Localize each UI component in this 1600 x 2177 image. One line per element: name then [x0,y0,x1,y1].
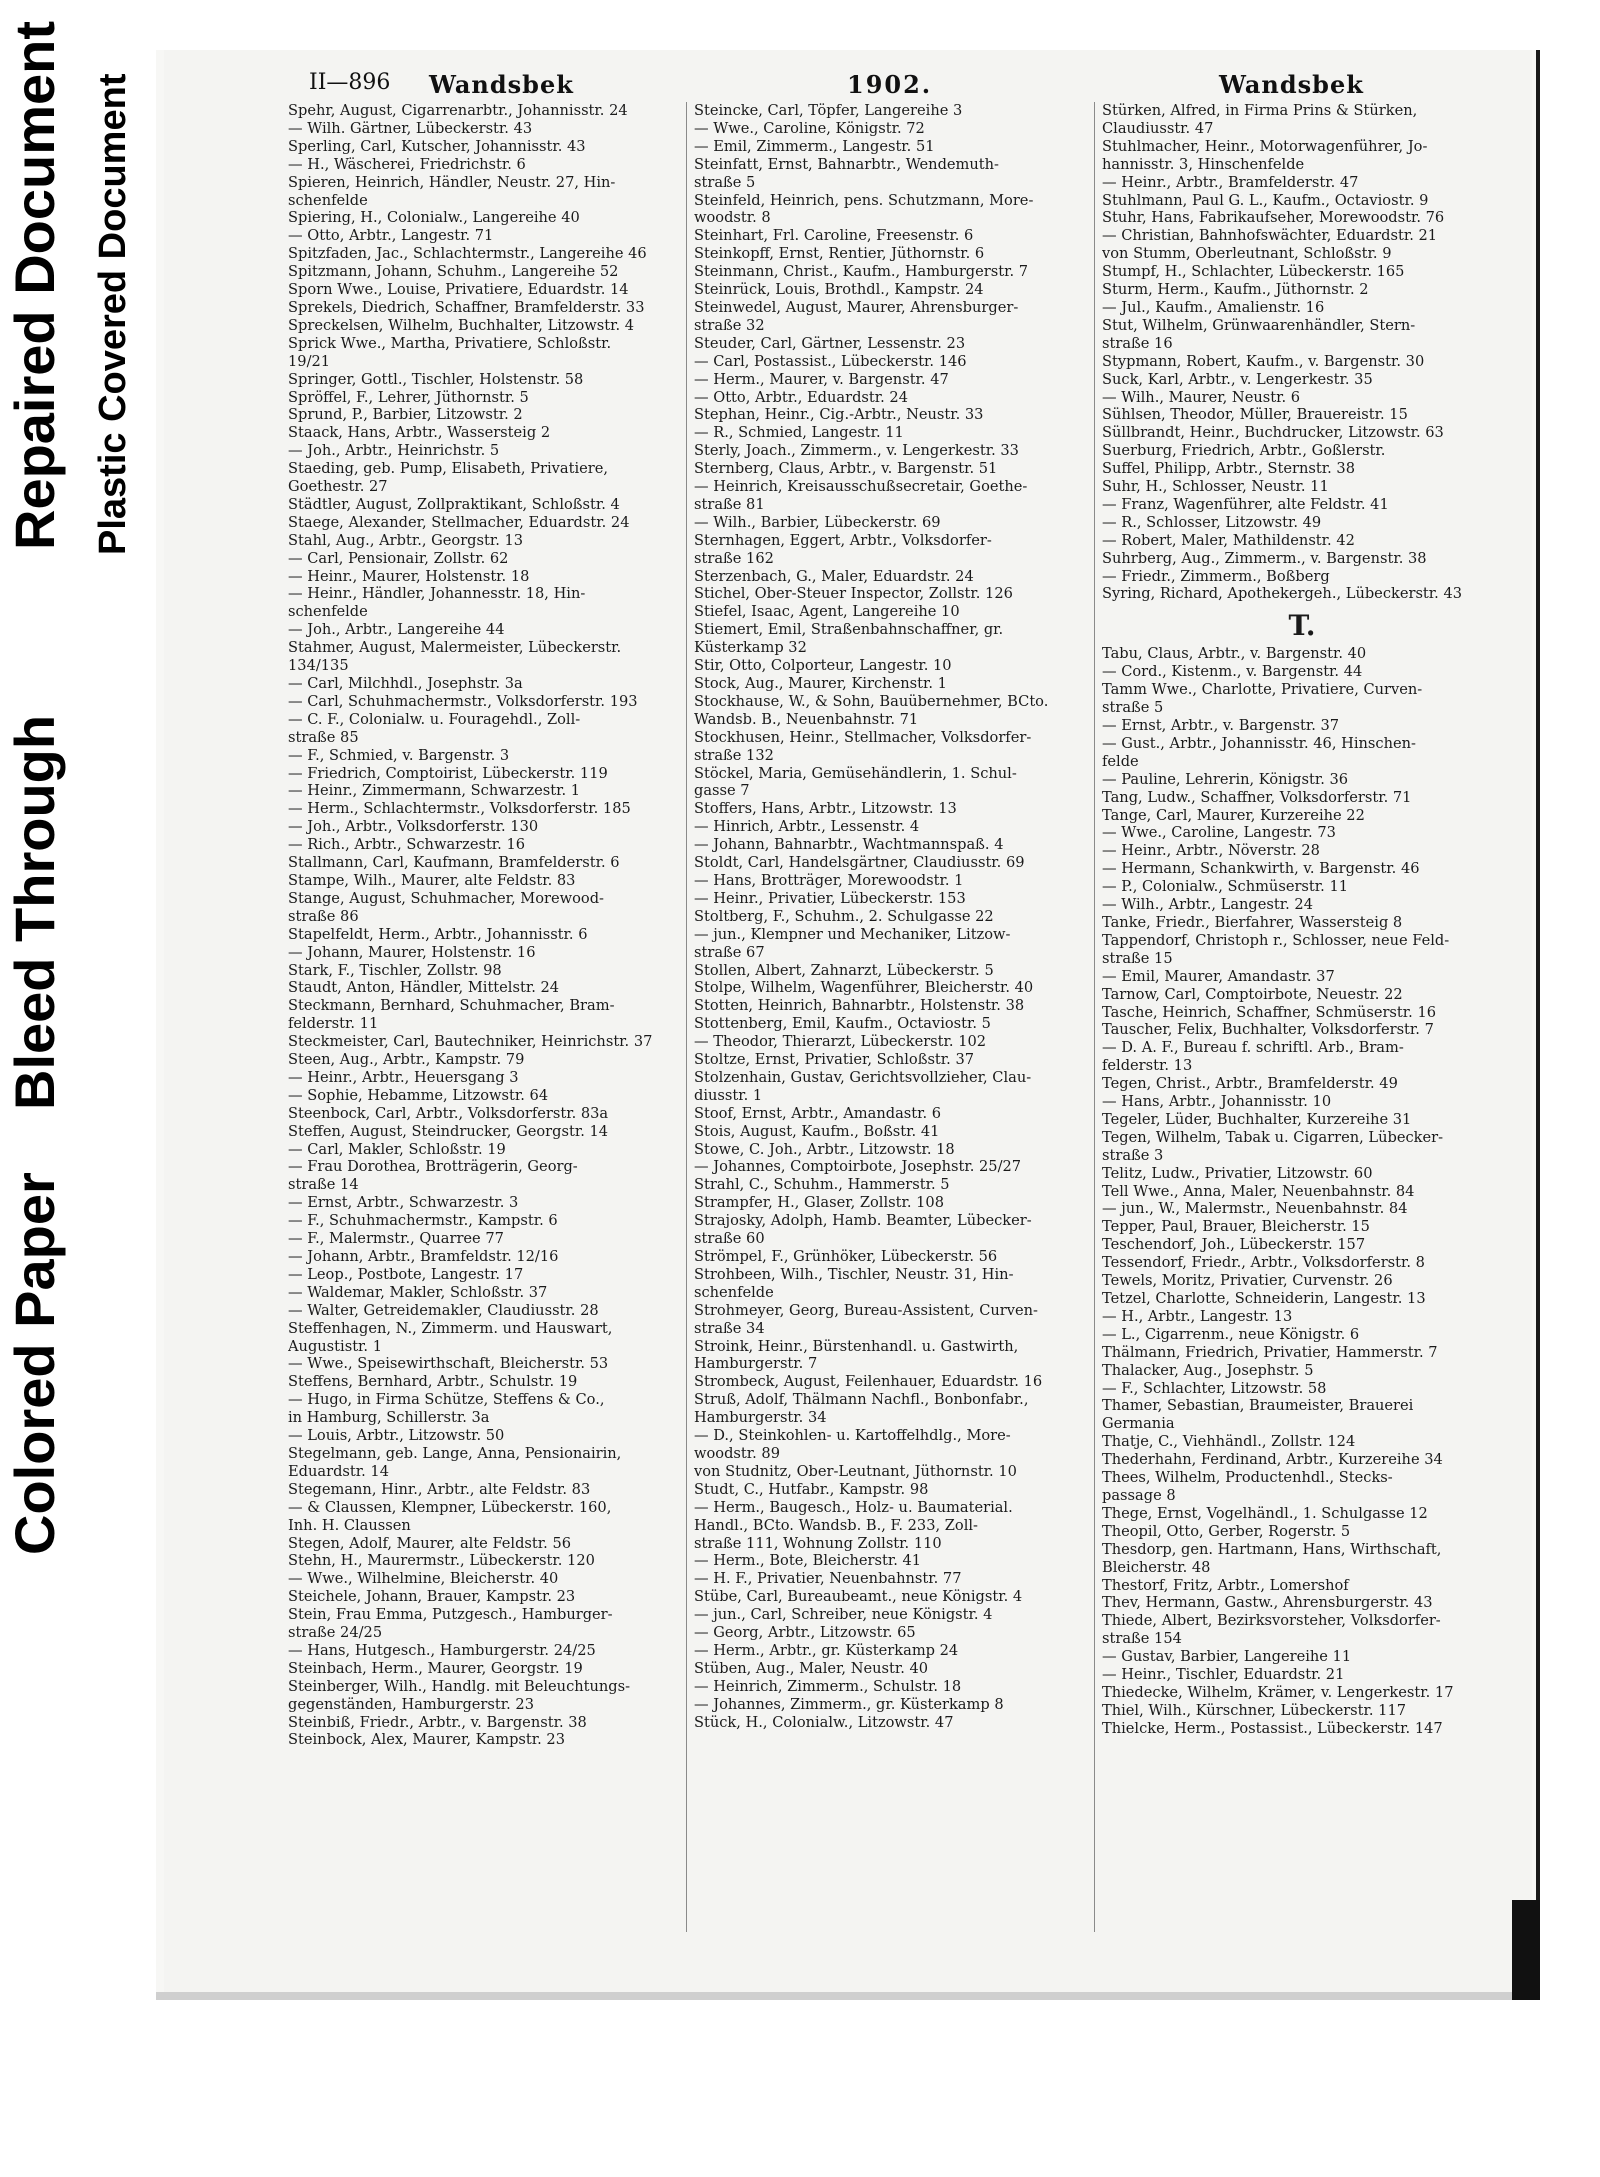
directory-entry-line: — Hans, Hutgesch., Hamburgerstr. 24/25 [288,1641,596,1659]
directory-entry-line: Thielcke, Herm., Postassist., Lübeckerstr. 147 [1102,1719,1443,1737]
directory-entry-line: Steffenhagen, N., Zimmerm. und Hauswart, [288,1319,613,1337]
directory-entry-line: Stegen, Adolf, Maurer, alte Feldstr. 56 [288,1534,572,1552]
directory-entry-line: Stöckel, Maria, Gemüsehändlerin, 1. Schul- [694,764,1017,782]
directory-entry-line: — F., Malermstr., Quarree 77 [288,1230,504,1248]
directory-entry-line: — Cord., Kistenm., v. Bargenstr. 44 [1102,663,1363,681]
directory-entry-line: schenfelde [288,603,368,621]
directory-entry-line: schenfelde [288,191,368,209]
directory-entry-line: — D. A. F., Bureau f. schriftl. Arb., Bram- [1102,1039,1404,1057]
directory-entry-line: Tetzel, Charlotte, Schneiderin, Langestr. 13 [1102,1290,1426,1307]
directory-entry-line: Tabu, Claus, Arbtr., v. Bargenstr. 40 [1102,645,1367,663]
directory-entry-line: Steinhart, Frl. Caroline, Freesenstr. 6 [694,227,974,245]
directory-entry-line: straße 154 [1102,1630,1182,1648]
directory-entry-line: Tang, Ludw., Schaffner, Volksdorferstr. 71 [1102,788,1412,806]
directory-entry-line: Stowe, C. Joh., Arbtr., Litzowstr. 18 [694,1140,955,1158]
directory-entry-line: — Heinrich, Zimmerm., Schulstr. 18 [694,1677,962,1695]
directory-entry-line: — Heinr., Maurer, Holstenstr. 18 [288,567,530,585]
directory-entry-line: Hamburgerstr. 34 [694,1409,827,1427]
directory-entry-line: — Friedrich, Comptoirist, Lübeckerstr. 119 [288,764,608,782]
directory-entry-line: Sperling, Carl, Kutscher, Johannisstr. 43 [288,137,586,155]
directory-entry-line: felderstr. 11 [288,1015,379,1033]
directory-entry-line: Stroink, Heinr., Bürstenhandl. u. Gastwirth, [694,1337,1019,1355]
directory-entry-line: — Wwe., Caroline, Königstr. 72 [694,119,925,137]
directory-entry-line: Spreckelsen, Wilhelm, Buchhalter, Litzowstr. 4 [288,316,635,334]
directory-entry-line: — Ernst, Arbtr., Schwarzestr. 3 [288,1194,519,1212]
directory-entry-line: Sternhagen, Eggert, Arbtr., Volksdorfer- [694,531,992,549]
directory-entry-line: Springer, Gottl., Tischler, Holstenstr. 58 [288,370,584,388]
directory-entry-line: straße 162 [694,549,774,567]
directory-entry-line: Augustistr. 1 [288,1337,382,1355]
directory-entry-line: Strömpel, F., Grünhöker, Lübeckerstr. 56 [694,1248,998,1265]
directory-entry-line: — Heinr., Privatier, Lübeckerstr. 153 [694,889,966,907]
directory-entry-line: Tasche, Heinrich, Schaffner, Schmüserstr. 16 [1102,1003,1437,1021]
directory-entry-line: Spieren, Heinrich, Händler, Neustr. 27, Hin- [288,173,616,191]
directory-entry-line: — Otto, Arbtr., Langestr. 71 [288,227,494,245]
directory-entry-line: — F., Schlachter, Litzowstr. 58 [1102,1379,1327,1397]
directory-entry-line: Tarnow, Carl, Comptoirbote, Neuestr. 22 [1102,985,1403,1003]
scan-right-edge [1536,50,1540,2000]
directory-entry-line: — Waldemar, Makler, Schloßstr. 37 [288,1283,548,1301]
directory-entry-line: — Johann, Arbtr., Bramfeldstr. 12/16 [288,1248,559,1265]
directory-entry-line: straße 60 [694,1230,765,1248]
directory-entry-line: straße 111, Wohnung Zollstr. 110 [694,1534,942,1552]
directory-entry-line: Teschendorf, Joh., Lübeckerstr. 157 [1102,1236,1366,1254]
directory-entry-line: — Johann, Maurer, Holstenstr. 16 [288,943,536,961]
directory-entry-line: gegenständen, Hamburgerstr. 23 [288,1695,534,1713]
directory-entry-line: Telitz, Ludw., Privatier, Litzowstr. 60 [1102,1164,1373,1182]
directory-entry-line: — Herm., Bote, Bleicherstr. 41 [694,1552,922,1570]
directory-entry-line: Steinrück, Louis, Brothdl., Kampstr. 24 [694,281,984,299]
directory-entry-line: Suhrberg, Aug., Zimmerm., v. Bargenstr. 38 [1102,549,1427,567]
directory-entry-line: straße 5 [694,173,756,191]
directory-entry-line: Stuhlmacher, Heinr., Motorwagenführer, Jo- [1102,137,1428,155]
directory-entry-line: Stockhause, W., & Sohn, Bauübernehmer, BCto. [694,692,1049,710]
directory-entry-line: Sprund, P., Barbier, Litzowstr. 2 [288,406,523,424]
directory-entry-line: Stoffers, Hans, Arbtr., Litzowstr. 13 [694,800,957,818]
right-running-title: Wandsbek [1219,70,1364,99]
directory-entry-line: — Frau Dorothea, Brotträgerin, Georg- [288,1158,578,1176]
directory-entry-line: — Heinr., Tischler, Eduardstr. 21 [1102,1666,1345,1684]
directory-entry-line: — Robert, Maler, Mathildenstr. 42 [1102,531,1355,549]
directory-entry-line: von Stumm, Oberleutnant, Schloßstr. 9 [1102,245,1392,263]
directory-entry-line: woodstr. 89 [694,1444,780,1462]
directory-entry-line: Sühlsen, Theodor, Müller, Brauereistr. 15 [1102,406,1408,424]
directory-entry-line: Staeding, geb. Pump, Elisabeth, Privatiere, [288,460,609,478]
directory-entry-line: Strampfer, H., Glaser, Zollstr. 108 [694,1194,944,1212]
directory-entry-line: Sporn Wwe., Louise, Privatiere, Eduardstr. 14 [288,281,629,299]
directory-entry-line: Stapelfeldt, Herm., Arbtr., Johannisstr. 6 [288,925,588,943]
directory-entry-line: — H., Arbtr., Langestr. 13 [1102,1307,1293,1325]
directory-entry-line: Küsterkamp 32 [694,639,807,657]
directory-entry-line: Bleicherstr. 48 [1102,1558,1211,1576]
directory-entry-line: Stotten, Heinrich, Bahnarbtr., Holstenstr. 38 [694,997,1025,1015]
directory-entry-line: Stiemert, Emil, Straßenbahnschaffner, gr. [694,621,1004,639]
directory-entry-line: Theopil, Otto, Gerber, Rogerstr. 5 [1102,1522,1351,1540]
directory-entry-line: — Carl, Schuhmachermstr., Volksdorferstr. 193 [288,692,638,710]
directory-entry-line: Wandsb. B., Neuenbahnstr. 71 [694,710,919,728]
directory-entry-line: felde [1102,752,1139,770]
directory-entry-line: — Heinrich, Kreisausschußsecretair, Goethe- [694,478,1028,496]
directory-entry-line: Tamm Wwe., Charlotte, Privatiere, Curven- [1102,681,1423,699]
directory-entry-line: straße 16 [1102,334,1173,352]
directory-entry-line: Thiedecke, Wilhelm, Krämer, v. Lengerkestr. 17 [1102,1683,1454,1701]
directory-entry-line: Strahl, C., Schuhm., Hammerstr. 5 [694,1176,950,1194]
directory-entry-line: Stüben, Aug., Maler, Neustr. 40 [694,1659,929,1677]
directory-entry-line: — Heinr., Zimmermann, Schwarzestr. 1 [288,782,581,800]
directory-entry-line: Sterzenbach, G., Maler, Eduardstr. 24 [694,567,974,585]
directory-entry-line: Stois, August, Kaufm., Boßstr. 41 [694,1122,940,1140]
directory-entry-line: straße 3 [1102,1146,1164,1164]
directory-entry-line: Süllbrandt, Heinr., Buchdrucker, Litzowstr. 63 [1102,424,1444,442]
directory-entry-line: — Heinr., Arbtr., Heuersgang 3 [288,1068,519,1086]
directory-entry-line: Stegemann, Hinr., Arbtr., alte Feldstr. 83 [288,1480,591,1498]
directory-entry-line: — R., Schmied, Langestr. 11 [694,424,904,442]
directory-entry-line: Sturm, Herm., Kaufm., Jüthornstr. 2 [1102,281,1369,299]
directory-entry-line: Thatje, C., Viehhändl., Zollstr. 124 [1102,1433,1356,1451]
directory-entry-line: Stiefel, Isaac, Agent, Langereihe 10 [694,603,960,621]
directory-entry-line: Thestorf, Fritz, Arbtr., Lomershof [1102,1576,1349,1594]
directory-entry-line: Thalacker, Aug., Josephstr. 5 [1102,1361,1314,1379]
year-heading: 1902. [847,70,933,99]
directory-entry-line: Sprekels, Diedrich, Schaffner, Bramfelderstr. 33 [288,298,645,316]
directory-entry-line: Claudiusstr. 47 [1102,119,1214,137]
directory-entry-line: Tegen, Christ., Arbtr., Bramfelderstr. 49 [1102,1075,1398,1093]
directory-entry-line: Sternberg, Claus, Arbtr., v. Bargenstr. 51 [694,460,998,478]
directory-entry-line: Stange, August, Schuhmacher, Morewood- [288,889,604,907]
directory-entry-line: — Herm., Maurer, v. Bargenstr. 47 [694,370,949,388]
directory-entry-line: Staack, Hans, Arbtr., Wassersteig 2 [288,424,551,442]
directory-entry-line: straße 67 [694,943,765,961]
directory-entry-line: Stir, Otto, Colporteur, Langestr. 10 [694,657,952,675]
directory-entry-line: Tessendorf, Friedr., Arbtr., Volksdorferstr. 8 [1102,1254,1425,1272]
directory-entry-line: passage 8 [1102,1486,1176,1504]
section-letter-heading: T. [1288,609,1316,643]
directory-entry-line: — D., Steinkohlen- u. Kartoffelhdlg., More- [694,1427,1011,1445]
directory-entry-line: Stallmann, Carl, Kaufmann, Bramfelderstr. 6 [288,854,620,872]
directory-entry-line: Eduardstr. 14 [288,1462,389,1480]
directory-entry-line: Tange, Carl, Maurer, Kurzereihe 22 [1102,806,1365,824]
directory-entry-line: Thesdorp, gen. Hartmann, Hans, Wirthschaft, [1102,1540,1442,1558]
directory-entry-line: Stephan, Heinr., Cig.-Arbtr., Neustr. 33 [694,406,984,424]
directory-entry-line: Stübe, Carl, Bureaubeamt., neue Königstr. 4 [694,1588,1023,1606]
directory-entry-line: — Theodor, Thierarzt, Lübeckerstr. 102 [694,1033,987,1051]
paper-sheet [164,50,1532,1992]
directory-entry-line: Steinbach, Herm., Maurer, Georgstr. 19 [288,1659,583,1677]
bleed-through-label: Bleed Through [3,714,66,1110]
directory-entry-line: — Otto, Arbtr., Eduardstr. 24 [694,388,908,406]
directory-entry-line: Stegelmann, geb. Lange, Anna, Pensionairin, [288,1444,622,1462]
directory-entry-line: straße 85 [288,728,359,746]
directory-entry-line: Stampe, Wilh., Maurer, alte Feldstr. 83 [288,871,576,889]
directory-entry-line: — Ernst, Arbtr., v. Bargenstr. 37 [1102,717,1340,734]
directory-entry-line: — H. F., Privatier, Neuenbahnstr. 77 [694,1570,962,1588]
directory-entry-line: Steichele, Johann, Brauer, Kampstr. 23 [288,1588,576,1606]
directory-entry-line: Thamer, Sebastian, Braumeister, Brauerei [1102,1397,1414,1415]
left-running-title: Wandsbek [429,70,574,99]
directory-entry-line: — Wwe., Wilhelmine, Bleicherstr. 40 [288,1570,559,1588]
directory-entry-line: Spehr, August, Cigarrenarbtr., Johannisstr. 24 [288,102,628,119]
directory-entry-line: Spröffel, F., Lehrer, Jüthornstr. 5 [288,388,529,406]
directory-entry-line: — Sophie, Hebamme, Litzowstr. 64 [288,1086,549,1104]
directory-entry-line: Stoldt, Carl, Handelsgärtner, Claudiusstr. 69 [694,854,1025,872]
directory-entry-line: — Carl, Milchhdl., Josephstr. 3a [288,675,523,692]
directory-entry-line: Stürken, Alfred, in Firma Prins & Stürken, [1102,102,1418,119]
directory-entry-line: — Emil, Maurer, Amandastr. 37 [1102,967,1335,985]
directory-entry-line: Tell Wwe., Anna, Maler, Neuenbahnstr. 84 [1102,1182,1415,1200]
directory-entry-line: — C. F., Colonialw. u. Fouragehdl., Zoll- [288,710,581,728]
directory-column-3 [1102,102,1502,1738]
directory-entry-line: Goethestr. 27 [288,478,388,496]
directory-entry-line: Handl., BCto. Wandsb. B., F. 233, Zoll- [694,1516,978,1534]
directory-entry-line: Stück, H., Colonialw., Litzowstr. 47 [694,1713,954,1731]
directory-entry-line: — Heinr., Arbtr., Bramfelderstr. 47 [1102,173,1359,191]
directory-entry-line: — Wilh., Barbier, Lübeckerstr. 69 [694,513,941,531]
directory-entry-line: diusstr. 1 [694,1086,763,1104]
directory-entry-line: 19/21 [288,352,331,370]
directory-entry-line: Spitzfaden, Jac., Schlachtermstr., Langereihe 46 [288,245,647,263]
directory-entry-line: — & Claussen, Klempner, Lübeckerstr. 160, [288,1498,612,1516]
directory-entry-line: — Friedr., Zimmerm., Boßberg [1102,567,1330,585]
directory-entry-line: Tegeler, Lüder, Buchhalter, Kurzereihe 31 [1102,1110,1412,1128]
directory-entry-line: Steckmann, Bernhard, Schuhmacher, Bram- [288,997,615,1015]
directory-column-2 [694,102,1094,1731]
directory-entry-line: Stumpf, H., Schlachter, Lübeckerstr. 165 [1102,263,1405,281]
directory-entry-line: — Hans, Brotträger, Morewoodstr. 1 [694,871,964,889]
directory-entry-line: Staudt, Anton, Händler, Mittelstr. 24 [288,979,560,997]
scan-dark-corner [1512,1900,1540,2000]
directory-entry-line: — F., Schmied, v. Bargenstr. 3 [288,746,510,764]
directory-entry-line: von Studnitz, Ober-Leutnant, Jüthornstr. 10 [694,1462,1017,1480]
directory-entry-line: — F., Schuhmachermstr., Kampstr. 6 [288,1212,558,1230]
directory-entry-line: Suhr, H., Schlosser, Neustr. 11 [1102,478,1329,496]
directory-entry-line: Steinbock, Alex, Maurer, Kampstr. 23 [288,1731,566,1749]
page-number: II—896 [309,70,391,95]
directory-entry-line: Steincke, Carl, Töpfer, Langereihe 3 [694,102,963,119]
directory-entry-line: Stichel, Ober-Steuer Inspector, Zollstr. 126 [694,585,1013,603]
directory-entry-line: Stockhusen, Heinr., Stellmacher, Volksdorfer- [694,728,1032,746]
directory-entry-line: Suffel, Philipp, Arbtr., Sternstr. 38 [1102,460,1355,478]
directory-entry-line: Stut, Wilhelm, Grünwaarenhändler, Stern- [1102,316,1416,334]
directory-entry-line: Stollen, Albert, Zahnarzt, Lübeckerstr. 5 [694,961,994,979]
directory-entry-line: — R., Schlosser, Litzowstr. 49 [1102,513,1322,531]
directory-entry-line: Stoltberg, F., Schuhm., 2. Schulgasse 22 [694,907,994,925]
directory-entry-line: Steinkopff, Ernst, Rentier, Jüthornstr. 6 [694,245,985,263]
directory-entry-line: Syring, Richard, Apothekergeh., Lübeckerstr. 43 [1102,585,1463,603]
directory-entry-line: straße 132 [694,746,774,764]
directory-entry-line: felderstr. 13 [1102,1057,1193,1075]
directory-entry-line: Steen, Aug., Arbtr., Kampstr. 79 [288,1051,525,1069]
directory-entry-line: Steffen, August, Steindrucker, Georgstr. 14 [288,1122,609,1140]
directory-entry-line: — jun., Klempner und Mechaniker, Litzow- [694,925,1011,943]
directory-entry-line: Stoltze, Ernst, Privatier, Schloßstr. 37 [694,1051,975,1069]
directory-entry-line: — Walter, Getreidemakler, Claudiusstr. 28 [288,1301,599,1319]
directory-entry-line: straße 24/25 [288,1624,383,1642]
directory-entry-line: Staege, Alexander, Stellmacher, Eduardstr. 24 [288,513,630,531]
directory-entry-line: Stoof, Ernst, Arbtr., Amandastr. 6 [694,1104,942,1122]
directory-entry-line: Stolzenhain, Gustav, Gerichtsvollzieher, Clau- [694,1068,1032,1086]
directory-entry-line: — Gustav, Barbier, Langereihe 11 [1102,1648,1352,1666]
directory-entry-line: — jun., Carl, Schreiber, neue Königstr. 4 [694,1606,993,1624]
directory-entry-line: Stolpe, Wilhelm, Wagenführer, Bleicherstr. 40 [694,979,1034,997]
directory-entry-line: Stottenberg, Emil, Kaufm., Octaviostr. 5 [694,1015,991,1033]
directory-column-1 [288,102,674,1749]
directory-entry-line: schenfelde [694,1283,774,1301]
directory-entry-line: — Gust., Arbtr., Johannisstr. 46, Hinschen- [1102,734,1416,752]
directory-entry-line: — Pauline, Lehrerin, Königstr. 36 [1102,770,1349,788]
directory-entry-line: — Joh., Arbtr., Volksdorferstr. 130 [288,818,539,836]
colored-paper-label: Colored Paper [3,1172,66,1555]
directory-entry-line: Struß, Adolf, Thälmann Nachfl., Bonbonfabr., [694,1391,1029,1409]
directory-entry-line: Stein, Frau Emma, Putzgesch., Hamburger- [288,1606,613,1624]
directory-entry-line: Tappendorf, Christoph r., Schlosser, neue Feld- [1102,931,1450,949]
directory-entry-line: Steenbock, Carl, Arbtr., Volksdorferstr. 83a [288,1104,609,1122]
directory-entry-line: straße 81 [694,495,765,513]
repaired-document-label: Repaired Document [3,21,66,550]
directory-entry-line: — Herm., Arbtr., gr. Küsterkamp 24 [694,1641,959,1659]
directory-entry-line: Steinwedel, August, Maurer, Ahrensburger- [694,298,1019,316]
directory-entry-line: — Johann, Bahnarbtr., Wachtmannspaß. 4 [694,836,1004,854]
directory-entry-line: Thälmann, Friedrich, Privatier, Hammerstr. 7 [1102,1343,1438,1361]
directory-entry-line: — Franz, Wagenführer, alte Feldstr. 41 [1102,495,1389,513]
directory-entry-line: — Hugo, in Firma Schütze, Steffens & Co., [288,1391,605,1409]
directory-entry-line: — Christian, Bahnhofswächter, Eduardstr. 21 [1102,227,1438,245]
directory-entry-line: Steckmeister, Carl, Bautechniker, Heinrichstr. 37 [288,1033,653,1051]
directory-entry-line: Steinfeld, Heinrich, pens. Schutzmann, More- [694,191,1034,209]
directory-entry-line: Strohmeyer, Georg, Bureau-Assistent, Curven- [694,1301,1038,1319]
directory-entry-line: — Wilh. Gärtner, Lübeckerstr. 43 [288,119,533,137]
directory-entry-line: straße 14 [288,1176,359,1194]
directory-entry-line: Stahmer, August, Malermeister, Lübeckerstr. [288,639,622,657]
plastic-covered-document-label: Plastic Covered Document [92,73,134,555]
directory-entry-line: — Jul., Kaufm., Amalienstr. 16 [1102,298,1325,316]
directory-entry-line: — Heinr., Arbtr., Növerstr. 28 [1102,842,1320,860]
directory-entry-line: hannisstr. 3, Hinschenfelde [1102,155,1305,173]
directory-entry-line: — Heinr., Händler, Johannesstr. 18, Hin- [288,585,586,603]
directory-entry-line: straße 34 [694,1319,765,1337]
directory-entry-line: straße 15 [1102,949,1173,967]
directory-entry-line: Spitzmann, Johann, Schuhm., Langereihe 52 [288,263,619,281]
directory-entry-line: Thev, Hermann, Gastw., Ahrensburgerstr. 43 [1102,1594,1433,1612]
directory-entry-line: Spiering, H., Colonialw., Langereihe 40 [288,209,580,227]
directory-entry-line: Steinberger, Wilh., Handlg. mit Beleuchtungs- [288,1677,631,1695]
directory-entry-line: straße 5 [1102,699,1164,717]
directory-entry-line: Strombeck, August, Feilenhauer, Eduardstr. 16 [694,1373,1043,1391]
directory-entry-line: Thiel, Wilh., Kürschner, Lübeckerstr. 117 [1102,1701,1407,1719]
directory-entry-line: — Wwe., Speisewirthschaft, Bleicherstr. 53 [288,1355,609,1373]
directory-entry-line: — Herm., Baugesch., Holz- u. Baumaterial. [694,1498,1013,1516]
directory-entry-line: gasse 7 [694,782,750,800]
directory-entry-line: Tauscher, Felix, Buchhalter, Volksdorferstr. 7 [1102,1021,1434,1039]
directory-entry-line: Tanke, Friedr., Bierfahrer, Wassersteig 8 [1102,913,1403,931]
directory-entry-line: — Wwe., Caroline, Langestr. 73 [1102,824,1336,842]
directory-entry-line: — Wilh., Maurer, Neustr. 6 [1102,388,1301,406]
directory-entry-line: — Johannes, Zimmerm., gr. Küsterkamp 8 [694,1695,1004,1713]
directory-entry-line: — Herm., Schlachtermstr., Volksdorferstr. 185 [288,800,631,818]
directory-entry-line: — jun., W., Malermstr., Neuenbahnstr. 84 [1102,1200,1408,1218]
directory-entry-line: 134/135 [288,657,349,675]
directory-entry-line: Steffens, Bernhard, Arbtr., Schulstr. 19 [288,1373,578,1391]
column-divider [686,102,687,1932]
directory-entry-line: Thees, Wilhelm, Productenhdl., Stecks- [1102,1469,1393,1487]
directory-entry-line: Studt, C., Hutfabr., Kampstr. 98 [694,1480,929,1498]
directory-entry-line: Stock, Aug., Maurer, Kirchenstr. 1 [694,675,947,692]
scan-bottom-edge [156,1992,1540,2000]
directory-entry-line: Stuhr, Hans, Fabrikaufseher, Morewoodstr. 76 [1102,209,1445,227]
directory-entry-line: Tegen, Wilhelm, Tabak u. Cigarren, Lübecker- [1102,1128,1444,1146]
directory-entry-line: — P., Colonialw., Schmüserstr. 11 [1102,878,1349,896]
directory-entry-line: Suck, Karl, Arbtr., v. Lengerkestr. 35 [1102,370,1373,388]
directory-entry-line: Tepper, Paul, Brauer, Bleicherstr. 15 [1102,1218,1370,1236]
directory-entry-line: — H., Wäscherei, Friedrichstr. 6 [288,155,526,173]
directory-entry-line: — Hans, Arbtr., Johannisstr. 10 [1102,1093,1332,1111]
directory-entry-line: — Hermann, Schankwirth, v. Bargenstr. 46 [1102,860,1420,878]
directory-entry-line: Germania [1102,1415,1175,1433]
directory-entry-line: Sprick Wwe., Martha, Privatiere, Schloßstr. [288,334,612,352]
directory-entry-line: — Joh., Arbtr., Heinrichstr. 5 [288,442,500,460]
column-divider [1094,102,1095,1932]
directory-entry-line: — Carl, Postassist., Lübeckerstr. 146 [694,352,967,370]
directory-entry-line: — Louis, Arbtr., Litzowstr. 50 [288,1427,505,1445]
directory-entry-line: Stehn, H., Maurermstr., Lübeckerstr. 120 [288,1552,595,1570]
directory-entry-line: Hamburgerstr. 7 [694,1355,818,1373]
directory-entry-line: straße 32 [694,316,765,334]
directory-entry-line: — Carl, Pensionair, Zollstr. 62 [288,549,509,567]
directory-entry-line: Steinbiß, Friedr., Arbtr., v. Bargenstr. 38 [288,1713,587,1731]
directory-entry-line: Steinfatt, Ernst, Bahnarbtr., Wendemuth- [694,155,999,173]
directory-entry-line: — Wilh., Arbtr., Langestr. 24 [1102,896,1313,914]
directory-entry-line: Thege, Ernst, Vogelhändl., 1. Schulgasse 12 [1102,1504,1428,1522]
directory-entry-line: — Georg, Arbtr., Litzowstr. 65 [694,1624,916,1642]
directory-entry-line: Strohbeen, Wilh., Tischler, Neustr. 31, Hin- [694,1265,1014,1283]
side-labels [0,21,150,1560]
directory-entry-line: Inh. H. Claussen [288,1516,411,1534]
directory-entry-line: Steuder, Carl, Gärtner, Lessenstr. 23 [694,334,966,352]
directory-entry-line: Stahl, Aug., Arbtr., Georgstr. 13 [288,531,524,549]
directory-entry-line: Strajosky, Adolph, Hamb. Beamter, Lübecker- [694,1212,1032,1230]
directory-entry-line: — Johannes, Comptoirbote, Josephstr. 25/27 [694,1158,1022,1176]
scanned-page [156,50,1540,2000]
directory-entry-line: in Hamburg, Schillerstr. 3a [288,1409,490,1427]
directory-entry-line: — Carl, Makler, Schloßstr. 19 [288,1140,506,1158]
directory-entry-line: Tewels, Moritz, Privatier, Curvenstr. 26 [1102,1272,1393,1290]
directory-entry-line: Stypmann, Robert, Kaufm., v. Bargenstr. 30 [1102,352,1425,370]
directory-entry-line: Steinmann, Christ., Kaufm., Hamburgerstr. 7 [694,263,1029,281]
directory-entry-line: — Hinrich, Arbtr., Lessenstr. 4 [694,818,920,836]
directory-entry-line: woodstr. 8 [694,209,771,227]
directory-entry-line: — Emil, Zimmerm., Langestr. 51 [694,137,935,155]
directory-entry-line: Thederhahn, Ferdinand, Arbtr., Kurzereihe 34 [1102,1451,1443,1469]
directory-entry-line: — Leop., Postbote, Langestr. 17 [288,1265,524,1283]
directory-entry-line: — Rich., Arbtr., Schwarzestr. 16 [288,836,526,854]
directory-entry-line: Stark, F., Tischler, Zollstr. 98 [288,961,502,979]
directory-entry-line: Sterly, Joach., Zimmerm., v. Lengerkestr. 33 [694,442,1019,460]
directory-entry-line: straße 86 [288,907,359,925]
directory-entry-line: Suerburg, Friedrich, Arbtr., Goßlerstr. [1102,442,1386,460]
directory-entry-line: Thiede, Albert, Bezirksvorsteher, Volksdorfer- [1102,1612,1441,1630]
directory-entry-line: Städtler, August, Zollpraktikant, Schloßstr. 4 [288,495,620,513]
directory-entry-line: — Joh., Arbtr., Langereihe 44 [288,621,505,639]
directory-entry-line: Stuhlmann, Paul G. L., Kaufm., Octaviostr. 9 [1102,191,1429,209]
directory-entry-line: — L., Cigarrenm., neue Königstr. 6 [1102,1325,1360,1343]
